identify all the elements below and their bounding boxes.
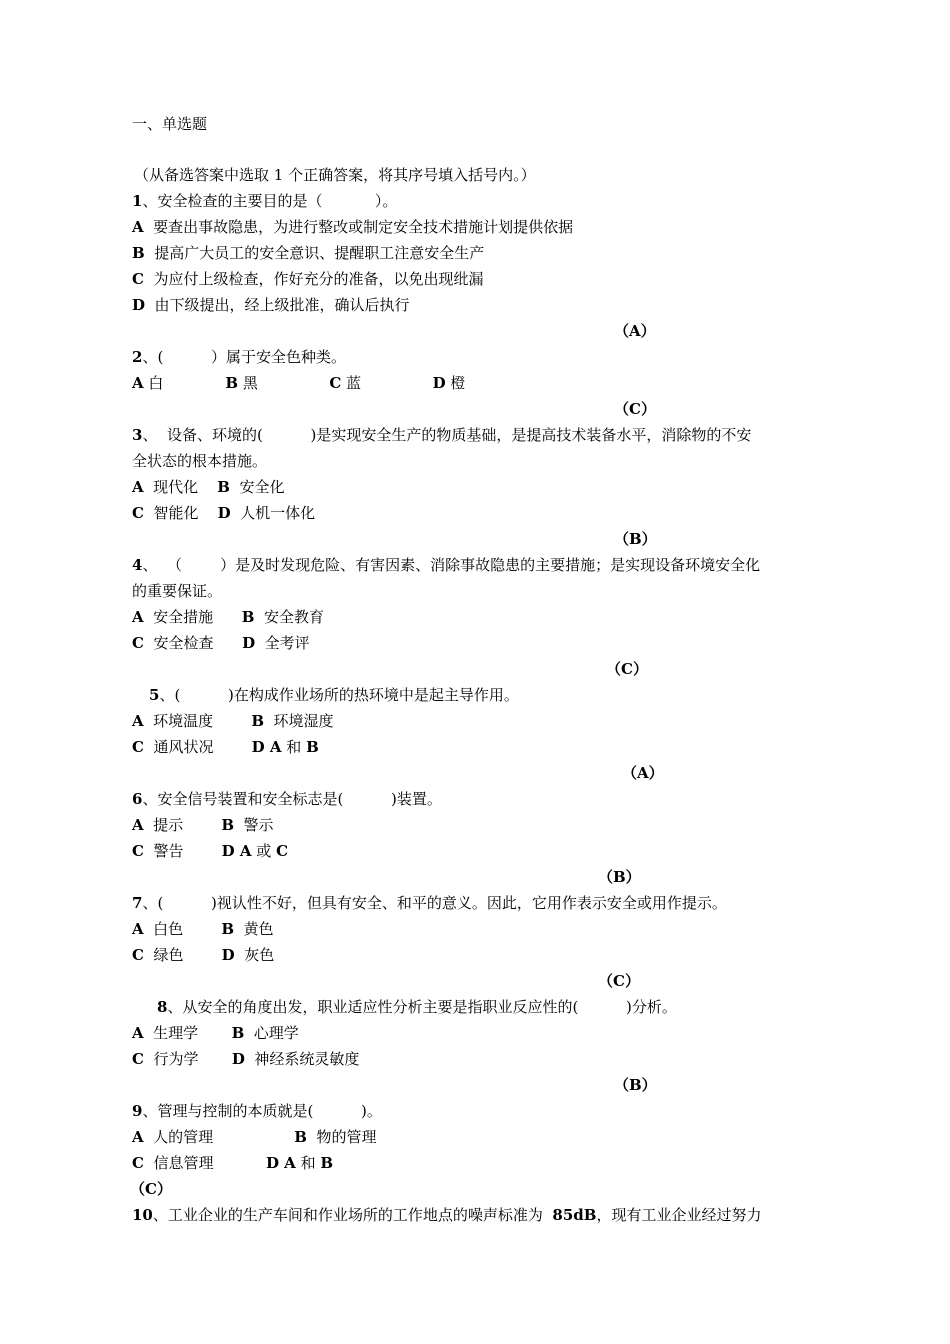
question-3-stem-line1: 3、 设备、环境的( )是实现安全生产的物质基础，是提高技术装备水平，消除物的不安 [132,426,752,444]
question-1-option-b: B 提高广大员工的安全意识、提醒职工注意安全生产 [132,244,485,262]
question-3-options-row1: A 现代化 B 安全化 [132,478,285,496]
question-7-answer: （C） [598,972,640,990]
question-2-stem: 2、( ）属于安全色种类。 [132,348,346,366]
question-2-answer: （C） [614,400,656,418]
question-8-options-row2: C 行为学 D 神经系统灵敏度 [132,1050,360,1068]
question-8-options-row1: A 生理学 B 心理学 [132,1024,299,1042]
question-10-stem: 10、工业企业的生产车间和作业场所的工作地点的噪声标准为 85dB，现有工业企业经过努力 [132,1206,762,1224]
question-1-stem: 1、安全检查的主要目的是（ ）。 [132,192,398,210]
question-2-options: A 白 B 黑 C 蓝 D 橙 [132,374,466,392]
question-5-options-row2: C 通风状况 D A 和 B [132,738,319,756]
question-9-options-row2: C 信息管理 D A 和 B [132,1154,334,1172]
question-6-options-row1: A 提示 B 警示 [132,816,274,834]
question-3-options-row2: C 智能化 D 人机一体化 [132,504,316,522]
question-9-stem: 9、管理与控制的本质就是( )。 [132,1102,382,1120]
question-4-options-row2: C 安全检查 D 全考评 [132,634,310,652]
question-4-answer: （C） [606,660,648,678]
question-6-stem: 6、安全信号装置和安全标志是( )装置。 [132,790,442,808]
question-1-option-d: D 由下级提出，经上级批准，确认后执行 [132,296,410,314]
question-9-answer: （C） [130,1180,172,1198]
question-5-stem: 5、( )在构成作业场所的热环境中是起主导作用。 [149,686,519,704]
question-1-answer: （A） [614,322,656,340]
question-9-options-row1: A 人的管理 B 物的管理 [132,1128,377,1146]
question-4-stem-line2: 的重要保证。 [132,582,223,600]
question-8-stem: 8、从安全的角度出发，职业适应性分析主要是指职业反应性的( )分析。 [157,998,677,1016]
question-7-stem: 7、( )视认性不好，但具有安全、和平的意义。因此，它用作表示安全或用作提示。 [132,894,727,912]
question-5-options-row1: A 环境温度 B 环境湿度 [132,712,334,730]
question-6-options-row2: C 警告 D A 或 C [132,842,289,860]
question-4-options-row1: A 安全措施 B 安全教育 [132,608,325,626]
section-title: 一、单选题 [132,115,208,133]
question-6-answer: （B） [598,868,641,886]
question-7-options-row2: C 绿色 D 灰色 [132,946,275,964]
instruction-text: （从备选答案中选取 1 个正确答案，将其序号填入括号内。） [134,166,536,184]
question-5-answer: （A） [622,764,664,782]
question-8-answer: （B） [614,1076,657,1094]
question-7-options-row1: A 白色 B 黄色 [132,920,274,938]
question-1-option-c: C 为应付上级检查，作好充分的准备，以免出现纰漏 [132,270,484,288]
question-3-answer: （B） [614,530,657,548]
question-1-option-a: A 要查出事故隐患，为进行整改或制定安全技术措施计划提供依据 [132,218,574,236]
question-3-stem-line2: 全状态的根本措施。 [132,452,268,470]
question-4-stem-line1: 4、 （ ）是及时发现危险、有害因素、消除事故隐患的主要措施；是实现设备环境安全化 [132,556,761,574]
